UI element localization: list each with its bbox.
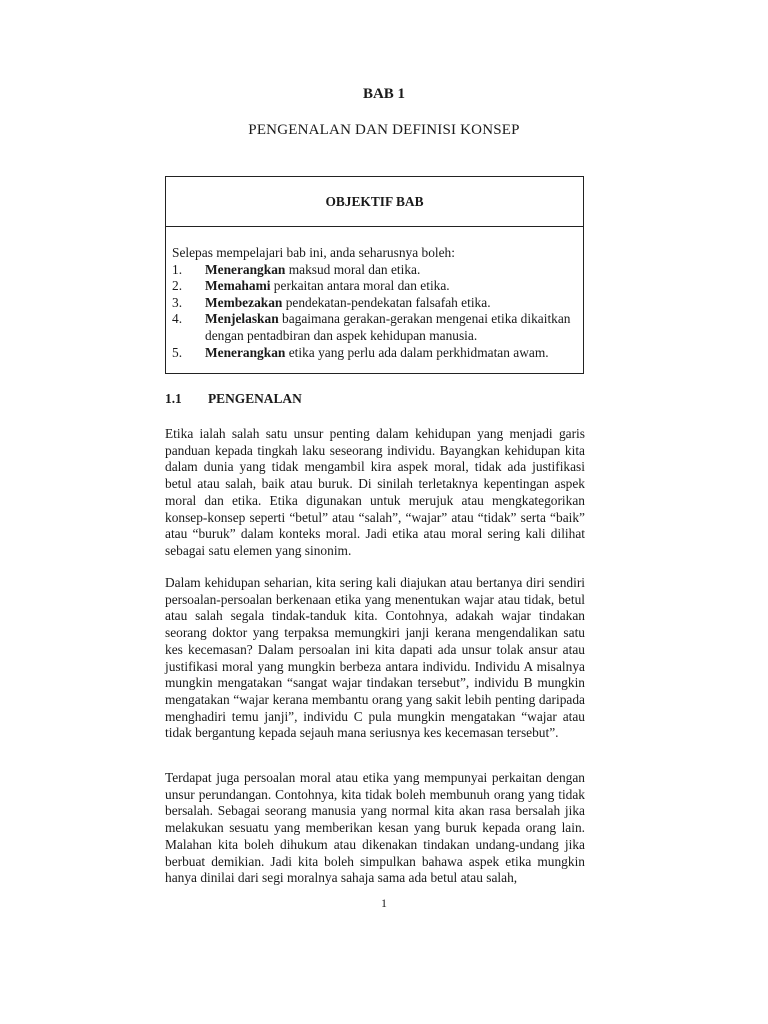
section-heading [165,391,302,407]
objective-item-rest: etika yang perlu ada dalam perkhidmatan awam. [285,344,549,360]
objective-item-verb: Menerangkan [205,344,286,360]
objective-item-number: 4. [172,311,183,327]
objective-item-number: 1. [172,261,183,277]
objective-item-verb: Menjelaskan [205,311,279,327]
objective-item-rest: maksud moral dan etika. [285,261,421,277]
objective-item [172,311,577,344]
body-paragraph: Dalam kehidupan seharian, kita sering kali diajukan atau bertanya diri sendiri persoalan-persoalan berkenaan etika yang menentukan wajar atau tidak, betul atau salah segala tindak-tanduk kita. Contohnya, adakah wajar tindakan seorang doktor yang terpaksa memungkiri janji kerana mengendalikan satu kes kecemasan? Dalam persoalan ini kita dapati ada unsur tolak ansur atau justifikasi moral yang mungkin berbeza antara individu. Individu A misalnya mungkin mengatakan “sangat wajar tindakan tersebut”, individu B mungkin mengatakan “wajar kerana membantu orang yang sakit lebih penting daripada menghadiri temu janji”, individu C pula mungkin mengatakan “wajar atau tidak bergantung kepada sejauh mana seriusnya kes kecemasan tersebut”. [165,575,585,741]
objective-item [172,295,577,312]
objective-item [172,262,577,279]
section-title: PENGENALAN [208,391,302,406]
objective-body [166,227,583,361]
objective-item-number: 5. [172,344,183,360]
body-paragraph: Etika ialah salah satu unsur penting dalam kehidupan yang menjadi garis panduan kepada tingkah laku seseorang individu. Bayangkan kehidupan kita dalam dunia yang tidak mengambil kira aspek moral, tidak ada justifikasi betul atau salah, baik atau buruk. Di sinilah terletaknya kepentingan aspek moral dan etika. Etika digunakan untuk merujuk atau mengkategorikan konsep-konsep seperti “betul” atau “salah”, “wajar” atau “tidak” serta “baik” atau “buruk” dalam konteks moral. Jadi etika atau moral sering kali dilihat sebagai satu elemen yang sinonim. [165,426,585,558]
chapter-title: PENGENALAN DAN DEFINISI KONSEP [248,122,520,138]
objective-intro: Selepas mempelajari bab ini, anda seharusnya boleh: [172,245,455,260]
objective-item-text [205,295,577,312]
objective-item [172,345,577,362]
objective-item-text [205,262,577,279]
objective-item-verb: Membezakan [205,294,283,310]
objective-item-text [205,311,577,344]
body-paragraph: Terdapat juga persoalan moral atau etika yang mempunyai perkaitan dengan unsur perundangan. Contohnya, kita tidak boleh membunuh orang yang tidak bersalah. Sebagai seorang manusia yang normal kita akan rasa bersalah jika melakukan sesuatu yang memberikan kesan yang buruk kepada orang lain. Malahan kita boleh dihukum atau dikenakan tindakan undang-undang jika berbuat demikian. Jadi kita boleh simpulkan bahawa aspek etika mungkin hanya dinilai dari segi moralnya sahaja sama ada betul atau salah, [165,770,585,886]
objective-item-text [205,278,577,295]
page-number: 1 [381,896,387,910]
objective-item [172,278,577,295]
objective-heading: OBJEKTIF BAB [166,177,583,227]
objective-item-text [205,345,577,362]
objective-item-verb: Menerangkan [205,261,286,277]
objective-item-rest: pendekatan-pendekatan falsafah etika. [282,294,491,310]
objective-box [165,176,584,374]
objective-item-rest: bagaimana gerakan-gerakan mengenai etika dikaitkan dengan pentadbiran dan aspek kehidupan manusia. [205,311,571,343]
objective-item-number: 2. [172,278,183,294]
chapter-number: BAB 1 [362,86,406,102]
objective-item-verb: Memahami [205,278,271,294]
objective-list [172,262,577,362]
objective-item-rest: perkaitan antara moral dan etika. [270,278,450,294]
section-number: 1.1 [165,391,182,406]
objective-item-number: 3. [172,294,183,310]
